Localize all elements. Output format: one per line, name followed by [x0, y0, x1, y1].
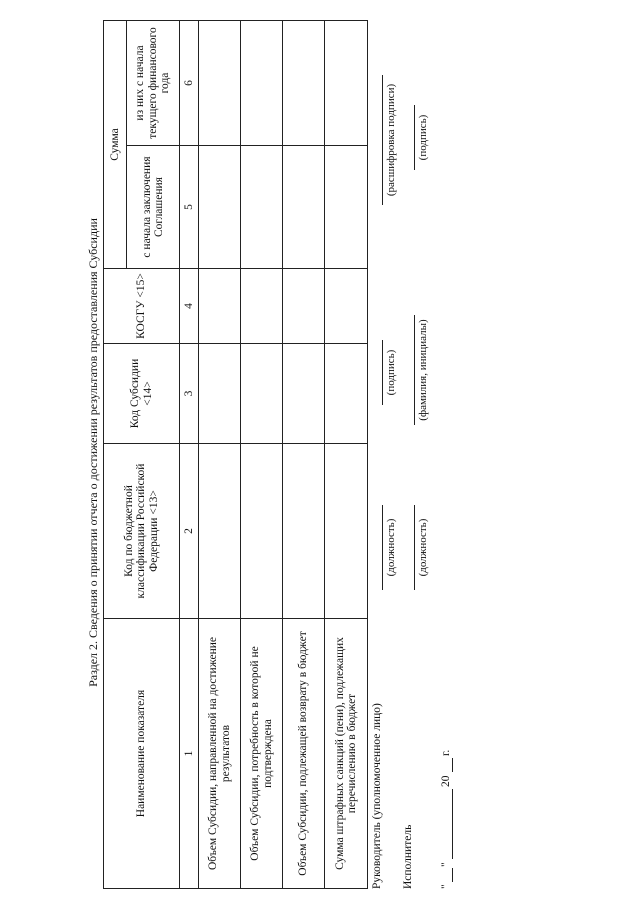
row-label: Объем Субсидии, направленной на достижение результатов	[199, 619, 241, 889]
head-decoding-line[interactable]	[382, 75, 383, 205]
header-indicator-name: Наименование показателя	[104, 619, 180, 889]
date-century: 20	[440, 775, 452, 787]
head-signature-caption: (подпись)	[385, 349, 397, 396]
date-open-quote: "	[440, 884, 452, 889]
executor-signature-line[interactable]	[414, 105, 415, 170]
table-cell[interactable]	[283, 444, 325, 619]
row-label: Объем Субсидии, подлежащей возврату в бюджет	[283, 619, 325, 889]
header-since-year-start: из них с начала текущего финансового года	[127, 20, 180, 145]
report-table	[103, 20, 368, 889]
row-label: Объем Субсидии, потребность в которой не подтверждена	[241, 619, 283, 889]
table-row	[241, 20, 283, 888]
header-subsidy-code: Код Субсидии <14>	[104, 344, 180, 444]
table-cell[interactable]	[199, 20, 241, 145]
header-sum: Сумма	[104, 20, 127, 268]
table-row	[325, 20, 368, 888]
table-row	[199, 20, 241, 888]
table-cell[interactable]	[241, 444, 283, 619]
head-signature-line[interactable]	[382, 340, 383, 405]
executor-name-line[interactable]	[414, 315, 415, 425]
date-year-suffix: г.	[440, 749, 452, 756]
table-cell[interactable]	[283, 344, 325, 444]
table-cell[interactable]	[199, 444, 241, 619]
table-cell[interactable]	[283, 269, 325, 344]
column-number: 5	[180, 146, 199, 269]
executor-signature-caption: (подпись)	[417, 114, 429, 161]
table-cell[interactable]	[325, 444, 368, 619]
executor-position-line[interactable]	[414, 505, 415, 590]
head-label: Руководитель (уполномоченное лицо)	[371, 703, 383, 889]
table-cell[interactable]	[325, 146, 368, 269]
table-cell[interactable]	[241, 146, 283, 269]
table-cell[interactable]	[325, 269, 368, 344]
table-row	[283, 20, 325, 888]
row-label: Сумма штрафных санкций (пени), подлежащих перечислению в бюджет	[325, 619, 368, 889]
table-cell[interactable]	[241, 20, 283, 145]
date-year-line[interactable]	[452, 758, 453, 772]
head-position-caption: (должность)	[385, 518, 397, 577]
head-position-line[interactable]	[382, 505, 383, 590]
header-budget-code: Код по бюджетной классификации Российской Федерации <13>	[104, 444, 180, 619]
table-cell[interactable]	[241, 269, 283, 344]
date-day-line[interactable]	[452, 868, 453, 882]
header-since-agreement: с начала заключения Соглашения	[127, 146, 180, 269]
column-number-row	[180, 20, 199, 888]
head-decoding-caption: (расшифровка подписи)	[385, 83, 397, 197]
table-cell[interactable]	[325, 20, 368, 145]
table-cell[interactable]	[199, 146, 241, 269]
date-close-quote: "	[440, 862, 452, 867]
executor-name-caption: (фамилия, инициалы)	[417, 319, 429, 421]
table-cell[interactable]	[283, 20, 325, 145]
table-cell[interactable]	[283, 146, 325, 269]
column-number: 2	[180, 444, 199, 619]
header-kosgu: КОСГУ <15>	[104, 269, 180, 344]
table-cell[interactable]	[199, 269, 241, 344]
executor-label: Исполнитель	[402, 824, 414, 889]
section-title: Раздел 2. Сведения о принятии отчета о достижении результатов предоставления Субсидии	[86, 218, 100, 687]
column-number: 6	[180, 20, 199, 145]
column-number: 3	[180, 344, 199, 444]
executor-position-caption: (должность)	[417, 518, 429, 577]
column-number: 1	[180, 619, 199, 889]
table-cell[interactable]	[325, 344, 368, 444]
column-number: 4	[180, 269, 199, 344]
date-month-line[interactable]	[452, 789, 453, 859]
table-cell[interactable]	[241, 344, 283, 444]
table-cell[interactable]	[199, 344, 241, 444]
